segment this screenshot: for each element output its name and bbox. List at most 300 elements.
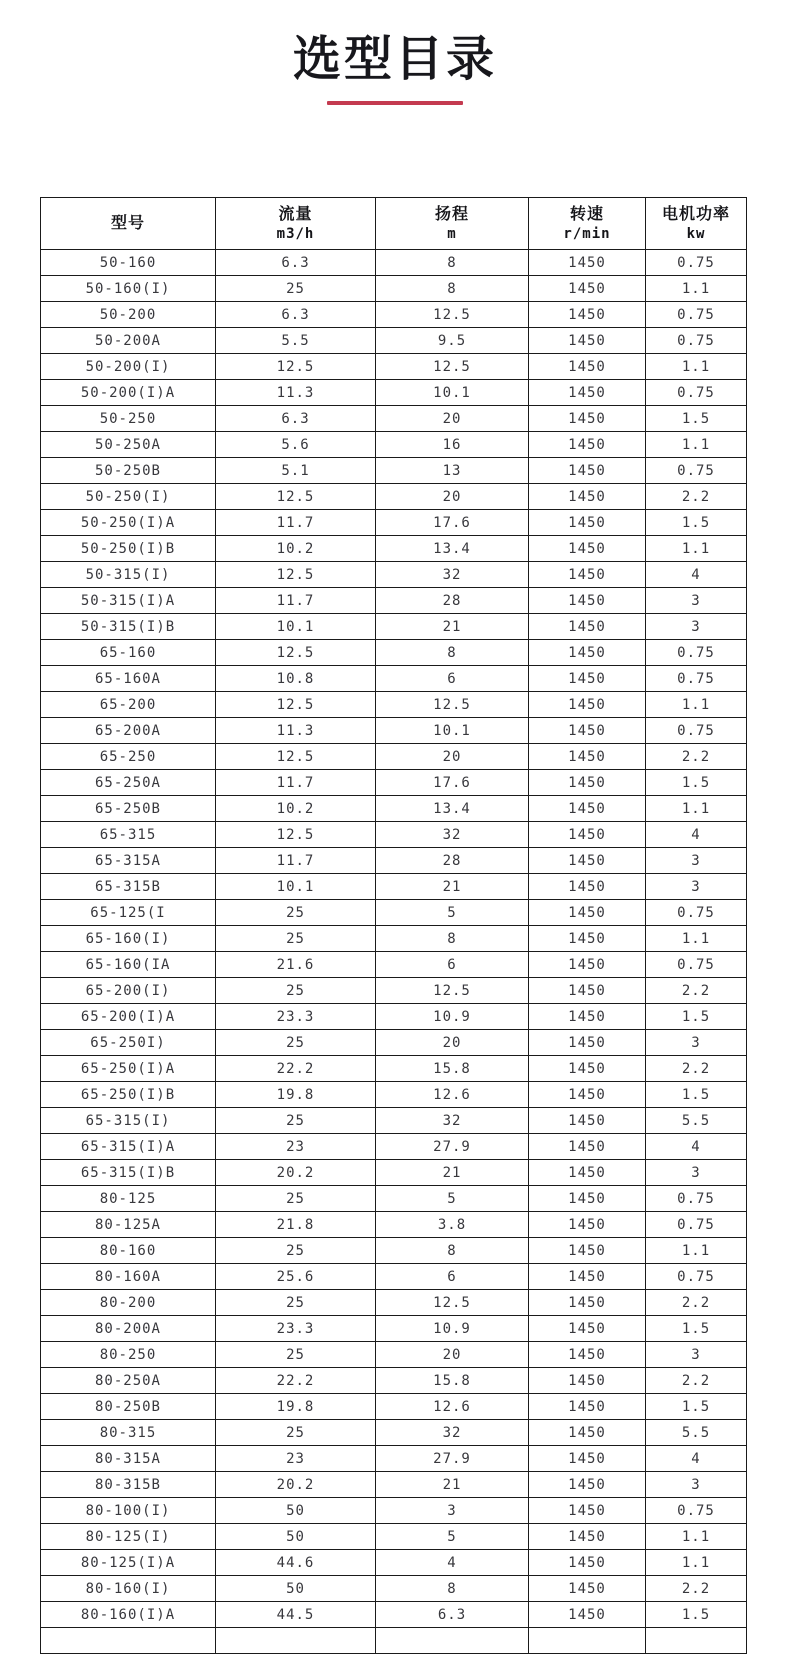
- table-cell: 19.8: [216, 1082, 376, 1108]
- table-cell: 25.6: [216, 1264, 376, 1290]
- table-row: [41, 380, 747, 406]
- table-cell: 20.2: [216, 1472, 376, 1498]
- table-cell: 80-125: [41, 1186, 216, 1212]
- table-cell: 1450: [529, 1108, 646, 1134]
- table-cell: 21.6: [216, 952, 376, 978]
- table-cell: 1450: [529, 1524, 646, 1550]
- table-cell: 1.1: [646, 432, 747, 458]
- table-cell: 25: [216, 1108, 376, 1134]
- table-cell: 6: [376, 952, 529, 978]
- table-row: [41, 1004, 747, 1030]
- table-row: [41, 1056, 747, 1082]
- table-cell: 1450: [529, 302, 646, 328]
- table-cell: 1450: [529, 1576, 646, 1602]
- table-cell: 50-250(I)B: [41, 536, 216, 562]
- table-cell: 8: [376, 1576, 529, 1602]
- table-row: [41, 640, 747, 666]
- table-cell: 19.8: [216, 1394, 376, 1420]
- table-cell: 23: [216, 1134, 376, 1160]
- table-cell: 0.75: [646, 380, 747, 406]
- table-cell: 3: [646, 588, 747, 614]
- table-cell: 9.5: [376, 328, 529, 354]
- table-row: [41, 562, 747, 588]
- table-row: [41, 1082, 747, 1108]
- table-cell: 1450: [529, 1368, 646, 1394]
- table-cell: 5: [376, 1186, 529, 1212]
- table-cell: 1.1: [646, 354, 747, 380]
- table-cell: 20: [376, 1030, 529, 1056]
- table-cell: 32: [376, 822, 529, 848]
- table-cell: 1450: [529, 1290, 646, 1316]
- table-cell: 25: [216, 276, 376, 302]
- table-cell: [216, 1628, 376, 1654]
- table-header: [41, 198, 747, 250]
- table-cell: 1450: [529, 588, 646, 614]
- table-cell: 44.6: [216, 1550, 376, 1576]
- table-row: [41, 1030, 747, 1056]
- table-row: [41, 1420, 747, 1446]
- table-cell: 65-315(I): [41, 1108, 216, 1134]
- table-cell: 65-315: [41, 822, 216, 848]
- table-row: [41, 1446, 747, 1472]
- table-cell: 1450: [529, 458, 646, 484]
- table-cell: 13: [376, 458, 529, 484]
- table-row: [41, 1160, 747, 1186]
- table-row: [41, 458, 747, 484]
- table-cell: 1450: [529, 250, 646, 276]
- table-cell: 44.5: [216, 1602, 376, 1628]
- table-cell: 27.9: [376, 1134, 529, 1160]
- column-header-label: 扬程: [434, 204, 469, 223]
- table-cell: 12.5: [216, 640, 376, 666]
- table-cell: 1450: [529, 1134, 646, 1160]
- table-cell: 1.1: [646, 1550, 747, 1576]
- table-cell: 5: [376, 900, 529, 926]
- column-header-unit: m: [447, 225, 457, 242]
- table-cell: 1450: [529, 614, 646, 640]
- table-cell: 6: [376, 1264, 529, 1290]
- table-cell: 10.8: [216, 666, 376, 692]
- table-cell: 28: [376, 588, 529, 614]
- table-cell: 23.3: [216, 1004, 376, 1030]
- table-cell: 23.3: [216, 1316, 376, 1342]
- table-row: [41, 1264, 747, 1290]
- table-cell: 25: [216, 1238, 376, 1264]
- table-row: [41, 536, 747, 562]
- table-cell: 3.8: [376, 1212, 529, 1238]
- column-header-unit: r/min: [563, 225, 611, 242]
- table-cell: 11.3: [216, 718, 376, 744]
- table-cell: 12.5: [376, 354, 529, 380]
- table-cell: 10.2: [216, 796, 376, 822]
- table-cell: 8: [376, 926, 529, 952]
- table-cell: 80-200A: [41, 1316, 216, 1342]
- table-cell: 1450: [529, 1342, 646, 1368]
- table-row: [41, 328, 747, 354]
- table-cell: 10.2: [216, 536, 376, 562]
- selection-catalog-table: [40, 197, 747, 1654]
- table-cell: 65-160: [41, 640, 216, 666]
- table-cell: 65-250: [41, 744, 216, 770]
- table-cell: 80-250A: [41, 1368, 216, 1394]
- table-row: [41, 1238, 747, 1264]
- table-cell: 0.75: [646, 1264, 747, 1290]
- table-cell: 0.75: [646, 640, 747, 666]
- column-header-unit: m3/h: [276, 225, 315, 242]
- table-row: [41, 510, 747, 536]
- table-row: [41, 1316, 747, 1342]
- table-cell: 0.75: [646, 666, 747, 692]
- table-cell: 0.75: [646, 1212, 747, 1238]
- table-cell: 5.5: [646, 1108, 747, 1134]
- table-cell: 22.2: [216, 1056, 376, 1082]
- table-cell: 50-160(I): [41, 276, 216, 302]
- table-cell: 20: [376, 1342, 529, 1368]
- table-cell: 80-100(I): [41, 1498, 216, 1524]
- table-cell: 25: [216, 978, 376, 1004]
- table-cell: 8: [376, 640, 529, 666]
- table-cell: 8: [376, 276, 529, 302]
- table-cell: 1450: [529, 1498, 646, 1524]
- table-cell: 6.3: [216, 250, 376, 276]
- table-cell: 3: [646, 1030, 747, 1056]
- table-cell: 1.5: [646, 1004, 747, 1030]
- table-cell: 2.2: [646, 1056, 747, 1082]
- table-cell: 13.4: [376, 796, 529, 822]
- table-cell: [529, 1628, 646, 1654]
- table-cell: 1.1: [646, 276, 747, 302]
- table-cell: 10.9: [376, 1004, 529, 1030]
- table-cell: 12.5: [216, 484, 376, 510]
- table-cell: 4: [376, 1550, 529, 1576]
- table-cell: 5.6: [216, 432, 376, 458]
- table-row: [41, 354, 747, 380]
- table-cell: 5.5: [646, 1420, 747, 1446]
- table-cell: 3: [646, 1472, 747, 1498]
- table-cell: 23: [216, 1446, 376, 1472]
- table-cell: 25: [216, 1030, 376, 1056]
- table-cell: 1450: [529, 1602, 646, 1628]
- column-header-unit: kw: [686, 225, 706, 242]
- table-cell: 65-250(I)A: [41, 1056, 216, 1082]
- table-cell: 4: [646, 1134, 747, 1160]
- table-cell: 1450: [529, 978, 646, 1004]
- table-header-row: [41, 198, 747, 250]
- table-cell: 10.1: [376, 718, 529, 744]
- table-row: [41, 926, 747, 952]
- table-cell: 65-250A: [41, 770, 216, 796]
- table-cell: 4: [646, 822, 747, 848]
- table-cell: 1.1: [646, 1524, 747, 1550]
- table-row: [41, 484, 747, 510]
- table-row-partial: [41, 1628, 747, 1654]
- table-cell: 80-125A: [41, 1212, 216, 1238]
- table-cell: 65-160A: [41, 666, 216, 692]
- column-header-label: 型号: [110, 213, 145, 233]
- table-row: [41, 1134, 747, 1160]
- table-cell: 1.5: [646, 1082, 747, 1108]
- column-header-speed: [529, 198, 646, 250]
- table-cell: 12.5: [216, 562, 376, 588]
- table-cell: 1.1: [646, 926, 747, 952]
- column-header-label: 电机功率: [661, 204, 730, 223]
- table-cell: 2.2: [646, 744, 747, 770]
- table-cell: 25: [216, 1342, 376, 1368]
- table-row: [41, 978, 747, 1004]
- table-row: [41, 796, 747, 822]
- table-cell: 65-160(I): [41, 926, 216, 952]
- table-cell: 1.1: [646, 692, 747, 718]
- table-cell: 27.9: [376, 1446, 529, 1472]
- table-cell: 4: [646, 562, 747, 588]
- table-cell: 10.1: [216, 874, 376, 900]
- table-cell: 50-250(I)A: [41, 510, 216, 536]
- table-row: [41, 900, 747, 926]
- table-cell: 3: [646, 1160, 747, 1186]
- table-cell: 1450: [529, 276, 646, 302]
- table-cell: 65-200A: [41, 718, 216, 744]
- table-cell: 0.75: [646, 952, 747, 978]
- table-row: [41, 406, 747, 432]
- table-cell: 50-200: [41, 302, 216, 328]
- table-cell: 32: [376, 562, 529, 588]
- table-cell: 0.75: [646, 328, 747, 354]
- table-cell: 1.5: [646, 1394, 747, 1420]
- table-cell: 28: [376, 848, 529, 874]
- table-cell: 12.5: [376, 1290, 529, 1316]
- table-cell: 65-315(I)B: [41, 1160, 216, 1186]
- table-cell: 1450: [529, 822, 646, 848]
- table-cell: 2.2: [646, 1290, 747, 1316]
- table-cell: 1450: [529, 796, 646, 822]
- table-cell: 1450: [529, 1446, 646, 1472]
- table-cell: 2.2: [646, 484, 747, 510]
- table-cell: [376, 1628, 529, 1654]
- table-cell: 12.5: [216, 822, 376, 848]
- table-cell: 80-315: [41, 1420, 216, 1446]
- table-row: [41, 1368, 747, 1394]
- table-cell: 1.1: [646, 796, 747, 822]
- table-cell: 17.6: [376, 770, 529, 796]
- column-header-label: 转速: [569, 204, 604, 223]
- table-cell: 1450: [529, 640, 646, 666]
- table-cell: 6: [376, 666, 529, 692]
- table-cell: 20: [376, 484, 529, 510]
- table-row: [41, 1394, 747, 1420]
- table-row: [41, 588, 747, 614]
- title-underline: [327, 101, 463, 105]
- table-cell: 5.5: [216, 328, 376, 354]
- table-cell: 50-315(I)B: [41, 614, 216, 640]
- table-row: [41, 666, 747, 692]
- table-cell: 12.5: [216, 354, 376, 380]
- table-cell: 50: [216, 1498, 376, 1524]
- table-cell: 8: [376, 250, 529, 276]
- table-cell: 1450: [529, 874, 646, 900]
- table-cell: 80-200: [41, 1290, 216, 1316]
- table-cell: 1.1: [646, 536, 747, 562]
- table-cell: 1450: [529, 328, 646, 354]
- table-cell: 4: [646, 1446, 747, 1472]
- table-cell: 1450: [529, 1160, 646, 1186]
- table-cell: 32: [376, 1108, 529, 1134]
- table-row: [41, 250, 747, 276]
- table-body: [41, 250, 747, 1654]
- table-row: [41, 1498, 747, 1524]
- table-cell: 65-200: [41, 692, 216, 718]
- table-cell: 25: [216, 1420, 376, 1446]
- table-cell: 3: [646, 614, 747, 640]
- table-cell: 65-200(I)A: [41, 1004, 216, 1030]
- table-row: [41, 1108, 747, 1134]
- table-cell: 65-125(I: [41, 900, 216, 926]
- table-cell: 1450: [529, 744, 646, 770]
- table-cell: 16: [376, 432, 529, 458]
- table-cell: 65-315A: [41, 848, 216, 874]
- table-cell: 80-125(I): [41, 1524, 216, 1550]
- table-row: [41, 822, 747, 848]
- table-cell: 1450: [529, 1186, 646, 1212]
- table-cell: 0.75: [646, 1498, 747, 1524]
- table-row: [41, 1186, 747, 1212]
- table-cell: 12.6: [376, 1394, 529, 1420]
- table-cell: 5.1: [216, 458, 376, 484]
- column-header-power: [646, 198, 747, 250]
- table-cell: 10.1: [216, 614, 376, 640]
- table-cell: [41, 1628, 216, 1654]
- table-cell: 0.75: [646, 458, 747, 484]
- table-cell: 1450: [529, 952, 646, 978]
- table-row: [41, 614, 747, 640]
- table-cell: 17.6: [376, 510, 529, 536]
- table-cell: 20.2: [216, 1160, 376, 1186]
- table-cell: 1450: [529, 692, 646, 718]
- table-cell: 10.9: [376, 1316, 529, 1342]
- table-cell: 20: [376, 744, 529, 770]
- table-cell: 1450: [529, 666, 646, 692]
- table-cell: 65-250B: [41, 796, 216, 822]
- table-cell: 80-160: [41, 1238, 216, 1264]
- table-cell: 50-250(I): [41, 484, 216, 510]
- table-cell: 1450: [529, 510, 646, 536]
- table-cell: 1.5: [646, 510, 747, 536]
- table-cell: 11.7: [216, 848, 376, 874]
- table-cell: 1450: [529, 1420, 646, 1446]
- table-cell: 8: [376, 1238, 529, 1264]
- table-cell: 15.8: [376, 1368, 529, 1394]
- table-cell: 1450: [529, 770, 646, 796]
- table-cell: 3: [376, 1498, 529, 1524]
- table-cell: 80-250B: [41, 1394, 216, 1420]
- table-row: [41, 744, 747, 770]
- table-row: [41, 1290, 747, 1316]
- table-cell: 25: [216, 900, 376, 926]
- table-cell: 50-250: [41, 406, 216, 432]
- table-cell: 1450: [529, 1316, 646, 1342]
- table-row: [41, 1342, 747, 1368]
- table-cell: 12.5: [376, 978, 529, 1004]
- page-title: 选型目录: [292, 31, 497, 87]
- table-cell: 20: [376, 406, 529, 432]
- table-cell: 50-200(I)A: [41, 380, 216, 406]
- column-header-label: 流量: [278, 204, 313, 223]
- table-cell: [646, 1628, 747, 1654]
- table-cell: 1450: [529, 1004, 646, 1030]
- table-cell: 80-125(I)A: [41, 1550, 216, 1576]
- table-cell: 2.2: [646, 978, 747, 1004]
- table-cell: 1.5: [646, 406, 747, 432]
- table-cell: 1.5: [646, 1316, 747, 1342]
- table-cell: 1450: [529, 1030, 646, 1056]
- table-cell: 50-315(I): [41, 562, 216, 588]
- table-cell: 21: [376, 1472, 529, 1498]
- table-cell: 15.8: [376, 1056, 529, 1082]
- table-cell: 50-250A: [41, 432, 216, 458]
- table-cell: 1450: [529, 354, 646, 380]
- table-cell: 80-315A: [41, 1446, 216, 1472]
- table-cell: 1450: [529, 1238, 646, 1264]
- table-row: [41, 1524, 747, 1550]
- table-row: [41, 302, 747, 328]
- table-cell: 65-250(I)B: [41, 1082, 216, 1108]
- table-row: [41, 276, 747, 302]
- table-cell: 1450: [529, 1264, 646, 1290]
- table-cell: 1450: [529, 1212, 646, 1238]
- table-cell: 1.5: [646, 770, 747, 796]
- table-cell: 0.75: [646, 250, 747, 276]
- table-row: [41, 1550, 747, 1576]
- table-cell: 12.5: [376, 692, 529, 718]
- table-cell: 6.3: [376, 1602, 529, 1628]
- table-cell: 1450: [529, 718, 646, 744]
- table-cell: 25: [216, 1290, 376, 1316]
- table-cell: 11.7: [216, 770, 376, 796]
- table-cell: 80-250: [41, 1342, 216, 1368]
- table-cell: 21: [376, 614, 529, 640]
- table-cell: 1450: [529, 1082, 646, 1108]
- table-row: [41, 692, 747, 718]
- table-cell: 65-250I): [41, 1030, 216, 1056]
- table-cell: 3: [646, 848, 747, 874]
- table-row: [41, 1472, 747, 1498]
- table-cell: 25: [216, 1186, 376, 1212]
- table-cell: 32: [376, 1420, 529, 1446]
- table-cell: 1450: [529, 380, 646, 406]
- table-cell: 11.3: [216, 380, 376, 406]
- table-cell: 6.3: [216, 406, 376, 432]
- table-cell: 2.2: [646, 1576, 747, 1602]
- table-cell: 1450: [529, 536, 646, 562]
- table-row: [41, 1602, 747, 1628]
- table-cell: 1450: [529, 432, 646, 458]
- table-cell: 50-315(I)A: [41, 588, 216, 614]
- table-cell: 1450: [529, 900, 646, 926]
- table-cell: 0.75: [646, 1186, 747, 1212]
- table-cell: 21: [376, 1160, 529, 1186]
- table-row: [41, 1212, 747, 1238]
- column-header-model: [41, 198, 216, 250]
- table-cell: 2.2: [646, 1368, 747, 1394]
- table-cell: 12.5: [376, 302, 529, 328]
- table-cell: 11.7: [216, 588, 376, 614]
- table-cell: 50-200(I): [41, 354, 216, 380]
- table-cell: 50-250B: [41, 458, 216, 484]
- table-cell: 80-160(I): [41, 1576, 216, 1602]
- column-header-flow: [216, 198, 376, 250]
- table-cell: 1450: [529, 1394, 646, 1420]
- table-row: [41, 952, 747, 978]
- table-cell: 3: [646, 1342, 747, 1368]
